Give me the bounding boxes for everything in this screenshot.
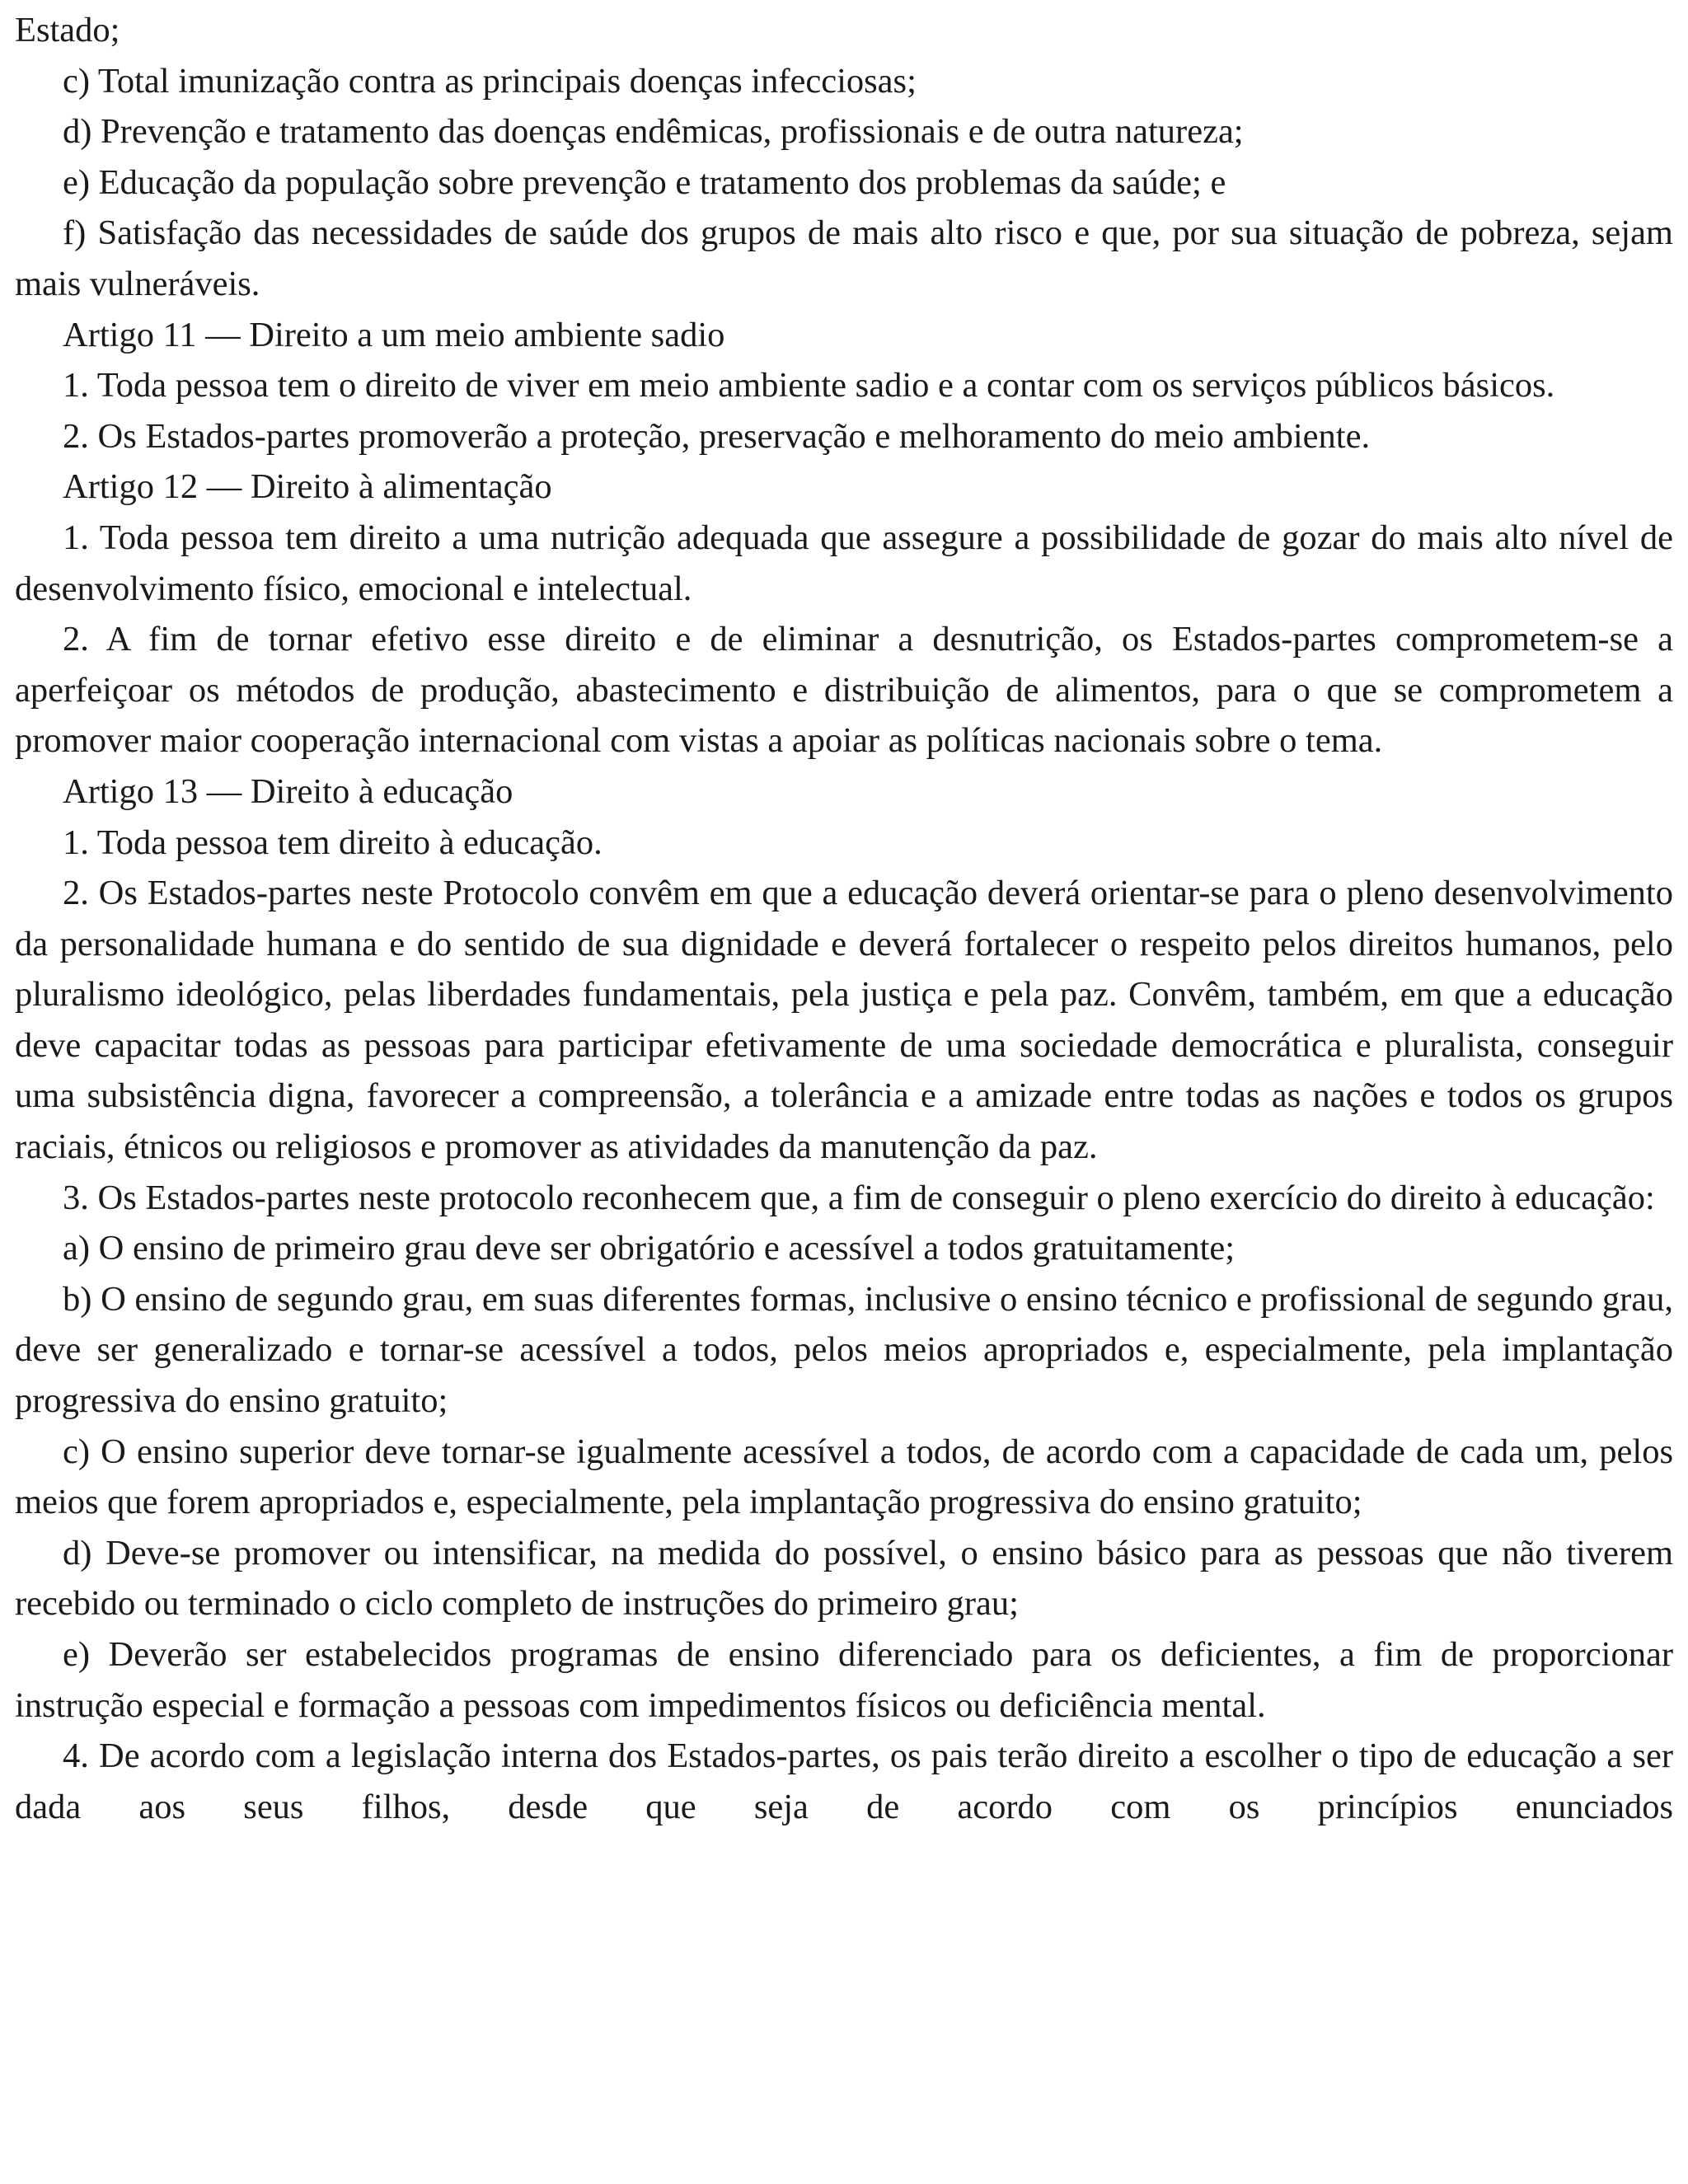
item-e-education-health: e) Educação da população sobre prevenção e tratamento dos problemas da saúde; e <box>63 162 1226 202</box>
article-13-item-d: d) Deve-se promover ou intensificar, na medida do possível, o ensino básico para as pessoas que não tiverem recebido ou terminado o ciclo completo de instruções do primeiro grau; <box>15 1533 1673 1624</box>
item-d-prevention: d) Prevenção e tratamento das doenças endêmicas, profissionais e de outra natureza; <box>63 112 1244 152</box>
article-13-paragraph-1: 1. Toda pessoa tem direito à educação. <box>63 823 603 862</box>
item-c-immunization: c) Total imunização contra as principais doenças infecciosas; <box>63 61 917 101</box>
article-12-heading: Artigo 12 — Direito à alimentação <box>63 467 552 507</box>
continuation-line: Estado; <box>15 11 120 49</box>
article-13-paragraph-2: 2. Os Estados-partes neste Protocolo convêm em que a educação deverá orientar-se para o pleno desenvolvimento da personalidade humana e do sentido de sua dignidade e deverá fortalecer o respeito pelos direitos humanos, pelo pluralismo ideológico, pelas liberdades fundamentais, pela justiça e pela paz. Convêm, também, em que a educação deve capacitar todas as pessoas para participar efetivamente de uma sociedade democrática e pluralista, conseguir uma subsistência digna, favorecer a compreensão, a tolerância e a amizade entre todas as nações e todos os grupos raciais, étnicos ou religiosos e promover as atividades da manutenção da paz. <box>15 874 1673 1167</box>
article-13-item-e: e) Deverão ser estabelecidos programas de ensino diferenciado para os deficientes, a fim de proporcionar instrução especial e formação a pessoas com impedimentos físicos ou deficiência mental. <box>15 1635 1673 1725</box>
article-12-paragraph-2: 2. A fim de tornar efetivo esse direito e de eliminar a desnutrição, os Estados-partes comprometem-se a aperfeiçoar os métodos de produção, abastecimento e distribuição de alimentos, para o que se comprometem a promover maior cooperação internacional com vistas a apoiar as políticas nacionais sobre o tema. <box>15 620 1673 761</box>
article-13-item-a: a) O ensino de primeiro grau deve ser obrigatório e acessível a todos gratuitamente; <box>63 1229 1236 1268</box>
article-13-paragraph-4: 4. De acordo com a legislação interna dos Estados-partes, os pais terão direito a escolher o tipo de educação a ser dada aos seus filhos, desde que seja de acordo com os princípios enunciados <box>15 1736 1673 1826</box>
item-f-high-risk-groups: f) Satisfação das necessidades de saúde dos grupos de mais alto risco e que, por sua situação de pobreza, sejam mais vulneráveis. <box>15 213 1673 303</box>
article-11-paragraph-1: 1. Toda pessoa tem o direito de viver em meio ambiente sadio e a contar com os serviços públicos básicos. <box>63 366 1555 405</box>
article-11-paragraph-2: 2. Os Estados-partes promoverão a proteção, preservação e melhoramento do meio ambiente. <box>63 416 1371 456</box>
article-12-paragraph-1: 1. Toda pessoa tem direito a uma nutrição adequada que assegure a possibilidade de gozar do mais alto nível de desenvolvimento físico, emocional e intelectual. <box>15 518 1673 608</box>
article-13-item-b: b) O ensino de segundo grau, em suas diferentes formas, inclusive o ensino técnico e profissional de segundo grau, deve ser generalizado e tornar-se acessível a todos, pelos meios apropriados e, especialmente, pela implantação progressiva do ensino gratuito; <box>15 1279 1673 1421</box>
document-page <box>15 5 1673 1832</box>
article-13-item-c: c) O ensino superior deve tornar-se igualmente acessível a todos, de acordo com a capacidade de cada um, pelos meios que forem apropriados e, especialmente, pela implantação progressiva do ensino gratuito; <box>15 1432 1673 1522</box>
article-13-heading: Artigo 13 — Direito à educação <box>63 771 513 811</box>
article-13-paragraph-3: 3. Os Estados-partes neste protocolo reconhecem que, a fim de conseguir o pleno exercício do direito à educação: <box>63 1178 1655 1217</box>
article-11-heading: Artigo 11 — Direito a um meio ambiente sadio <box>63 315 725 354</box>
